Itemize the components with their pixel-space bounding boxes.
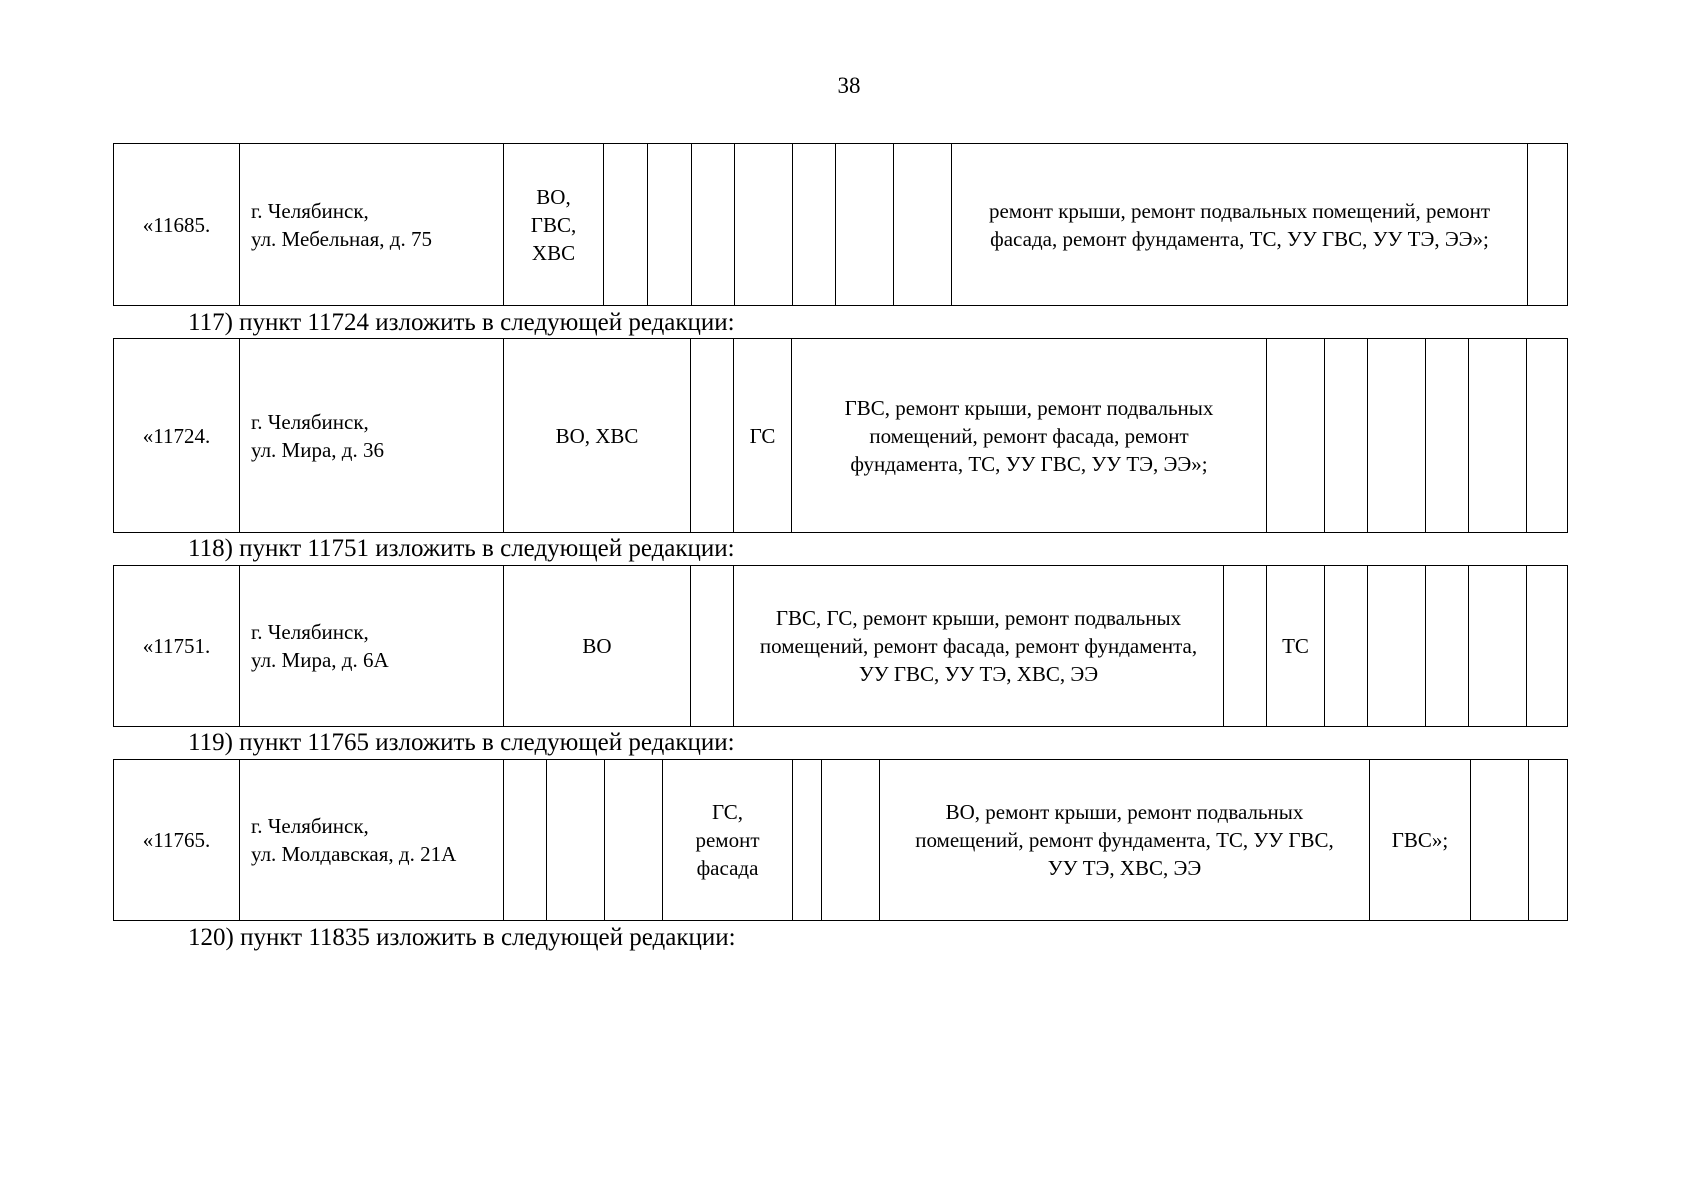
empty-cell [793, 144, 836, 306]
address-city: г. Челябинск, [251, 814, 369, 838]
empty-cell [605, 760, 663, 921]
empty-cell [1368, 566, 1426, 727]
empty-cell [604, 144, 648, 306]
address-cell [240, 339, 504, 533]
item-number: «11765. [114, 760, 240, 921]
amendment-paragraph: 120) пункт 11835 изложить в следующей редакции: [188, 924, 736, 951]
empty-cell [1471, 760, 1529, 921]
item-number: «11724. [114, 339, 240, 533]
address-street: ул. Мира, д. 6А [251, 648, 389, 672]
address-city: г. Челябинск, [251, 198, 369, 223]
works-cell: ТС [1267, 566, 1325, 727]
empty-cell [735, 144, 793, 306]
empty-cell [1527, 566, 1568, 727]
address-street: ул. Мира, д. 36 [251, 437, 384, 462]
works-cell: ГВС»; [1370, 760, 1471, 921]
empty-cell [692, 144, 735, 306]
item-number: «11685. [114, 144, 240, 306]
works-list-cell: ГВС, ГС, ремонт крыши, ремонт подвальных помещений, ремонт фасада, ремонт фундамента, УУ ГВС, УУ ТЭ, ХВС, ЭЭ [734, 566, 1224, 727]
address-city: г. Челябинск, [251, 620, 369, 644]
empty-cell [1426, 566, 1469, 727]
works-cell: ГС [734, 339, 792, 533]
address-street: ул. Молдавская, д. 21А [251, 842, 457, 866]
address-city: г. Челябинск, [251, 409, 369, 434]
empty-cell [691, 339, 734, 533]
works-cell: ГС, ремонт фасада [663, 760, 793, 921]
empty-cell [1469, 566, 1527, 727]
address-cell [240, 566, 504, 727]
works-list-cell: ГВС, ремонт крыши, ремонт подвальных помещений, ремонт фасада, ремонт фундамента, ТС, УУ ГВС, УУ ТЭ, ЭЭ»; [792, 339, 1267, 533]
table-row [113, 143, 1568, 306]
empty-cell [1325, 339, 1368, 533]
empty-cell [836, 144, 894, 306]
address-cell [240, 760, 504, 921]
table-row [113, 759, 1568, 921]
empty-cell [1527, 339, 1568, 533]
empty-cell [1368, 339, 1426, 533]
page-number: 38 [837, 73, 861, 98]
works-cell: ВО [504, 566, 691, 727]
empty-cell [894, 144, 952, 306]
address-cell [240, 144, 504, 306]
empty-cell [1267, 339, 1325, 533]
works-cell: ВО, ГВС, ХВС [504, 144, 604, 306]
works-list-cell: ремонт крыши, ремонт подвальных помещений, ремонт фасада, ремонт фундамента, ТС, УУ ГВС, УУ ТЭ, ЭЭ»; [952, 144, 1528, 306]
amendment-paragraph: 118) пункт 11751 изложить в следующей редакции: [188, 535, 735, 562]
empty-cell [504, 760, 547, 921]
works-list-cell: ВО, ремонт крыши, ремонт подвальных помещений, ремонт фундамента, ТС, УУ ГВС, УУ ТЭ, ХВС, ЭЭ [880, 760, 1370, 921]
empty-cell [1529, 760, 1568, 921]
empty-cell [547, 760, 605, 921]
empty-cell [1528, 144, 1568, 306]
empty-cell [1469, 339, 1527, 533]
empty-cell [822, 760, 880, 921]
works-cell: ВО, ХВС [504, 339, 691, 533]
item-number: «11751. [114, 566, 240, 727]
empty-cell [1325, 566, 1368, 727]
empty-cell [648, 144, 692, 306]
empty-cell [1426, 339, 1469, 533]
amendment-paragraph: 117) пункт 11724 изложить в следующей редакции: [188, 309, 735, 336]
address-street: ул. Мебельная, д. 75 [251, 226, 432, 251]
table-row [113, 338, 1568, 533]
empty-cell [691, 566, 734, 727]
table-row [113, 565, 1568, 727]
amendment-paragraph: 119) пункт 11765 изложить в следующей редакции: [188, 729, 735, 756]
empty-cell [793, 760, 822, 921]
empty-cell [1224, 566, 1267, 727]
